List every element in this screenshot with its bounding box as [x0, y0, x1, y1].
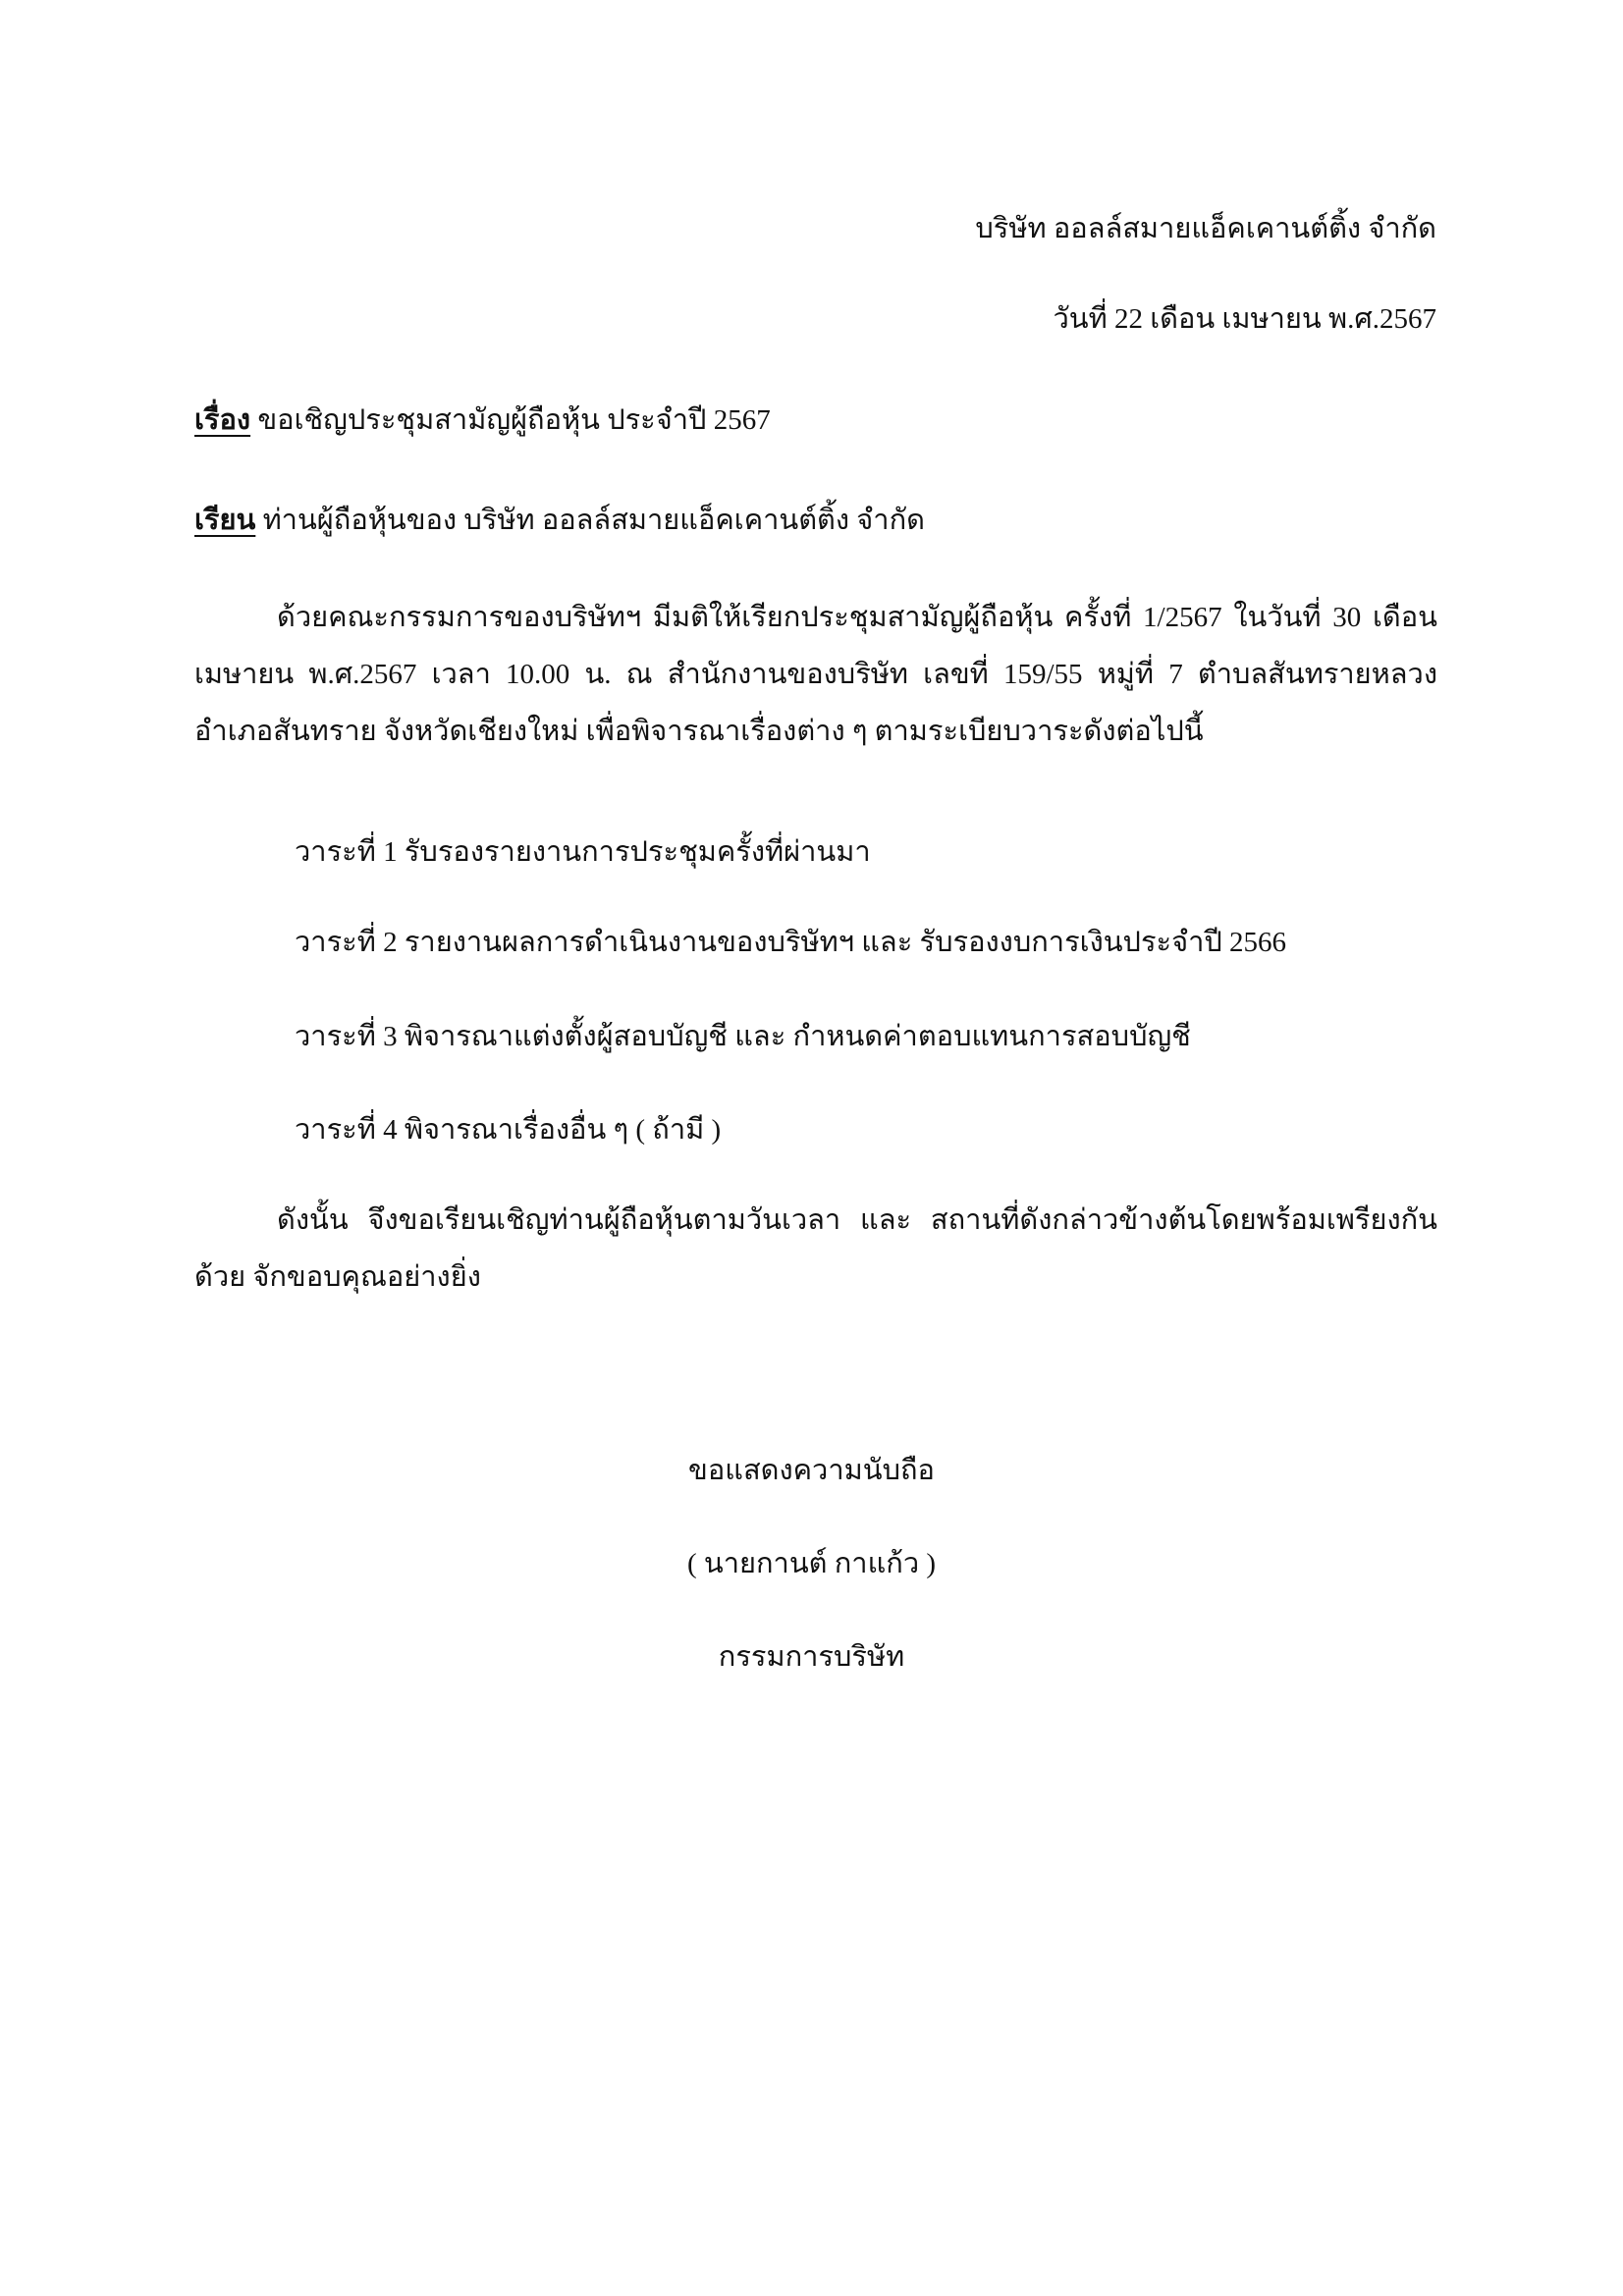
subject-text: ขอเชิญประชุมสามัญผู้ถือหุ้น ประจำปี 2567 — [257, 404, 771, 436]
signatory-title: กรรมการบริษัท — [718, 1641, 905, 1673]
agenda-item: วาระที่ 4 พิจารณาเรื่องอื่น ๆ ( ถ้ามี ) — [295, 1114, 722, 1146]
intro-paragraph: ด้วยคณะกรรมการของบริษัทฯ มีมติให้เรียกประชุมสามัญผู้ถือหุ้น ครั้งที่ 1/2567 ในวันที่ 30 เดือน เมษายน พ.ศ.2567 เวลา 10.00 น. ณ สำนักงานของบริษัท เลขที่ 159/55 หมู่ที่ 7 ตำบลสันทรายหลวง อำเภอสันทราย จังหวัดเชียงใหม่ เพื่อพิจารณาเรื่องต่าง ๆ ตามระเบียบวาระดังต่อไปนี้ — [194, 602, 1437, 747]
company-name: บริษัท ออลล์สมายแอ็คเคานต์ติ้ง จำกัด — [975, 213, 1436, 244]
recipient-text: ท่านผู้ถือหุ้นของ บริษัท ออลล์สมายแอ็คเคานต์ติ้ง จำกัด — [262, 505, 925, 536]
subject-label: เรื่อง — [194, 404, 251, 436]
closing-paragraph: ดังนั้น จึงขอเรียนเชิญท่านผู้ถือหุ้นตามวันเวลา และ สถานที่ดังกล่าวข้างต้นโดยพร้อมเพรียงกันด้วย จักขอบคุณอย่างยิ่ง — [194, 1204, 1437, 1293]
letter-date: วันที่ 22 เดือน เมษายน พ.ศ.2567 — [1053, 303, 1436, 335]
signature-regards: ขอแสดงความนับถือ — [688, 1455, 935, 1486]
agenda-item: วาระที่ 2 รายงานผลการดำเนินงานของบริษัทฯ และ รับรองงบการเงินประจำปี 2566 — [295, 927, 1287, 958]
subject-line — [194, 400, 771, 440]
agenda-item: วาระที่ 3 พิจารณาแต่งตั้งผู้สอบบัญชี และ กำหนดค่าตอบแทนการสอบบัญชี — [295, 1021, 1191, 1052]
agenda-item: วาระที่ 1 รับรองรายงานการประชุมครั้งที่ผ่านมา — [295, 836, 871, 868]
recipient-line — [194, 501, 925, 540]
recipient-label: เรียน — [194, 505, 256, 536]
signatory-name: ( นายกานต์ กาแก้ว ) — [686, 1548, 937, 1579]
